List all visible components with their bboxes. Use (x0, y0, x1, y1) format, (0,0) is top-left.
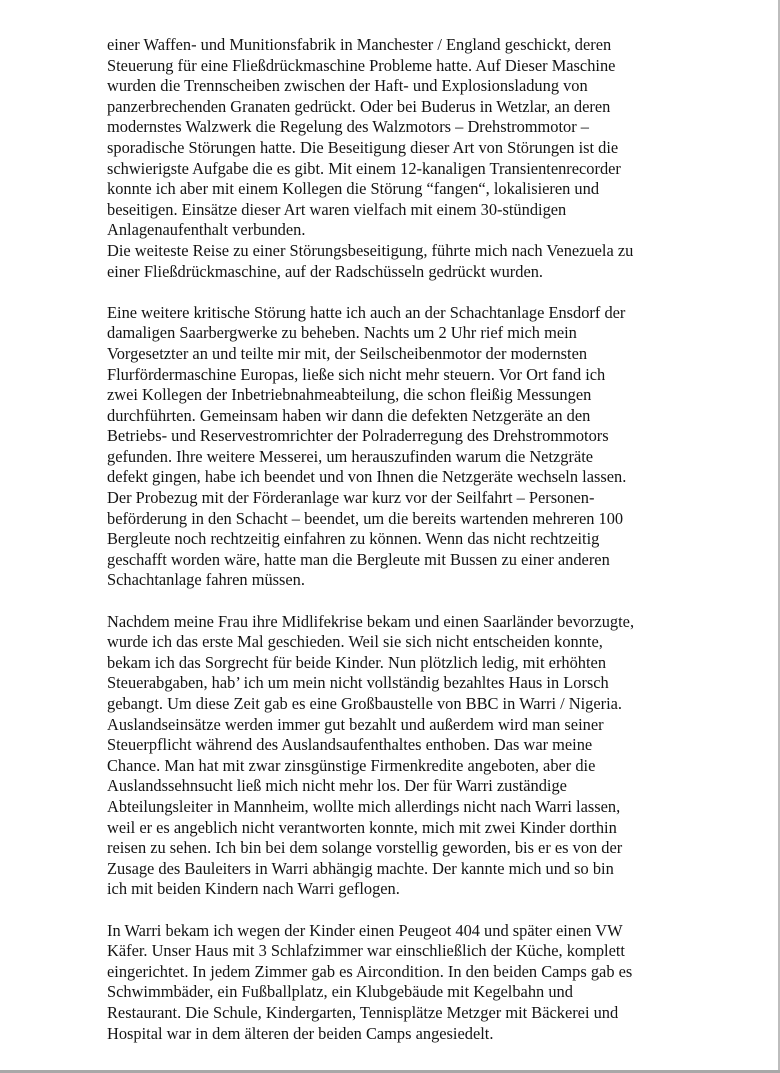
text-line: Vorgesetzter an und teilte mir mit, der Seilscheibenmotor der modernsten (107, 343, 588, 363)
text-line: konnte ich aber mit einem Kollegen die Störung “fangen“, lokalisieren und (107, 179, 600, 199)
text-line: eingerichtet. In jedem Zimmer gab es Aircondition. In den beiden Camps gab es (107, 961, 633, 981)
text-line: ich mit beiden Kindern nach Warri geflogen. (107, 879, 400, 899)
text-line: Hospital war in dem älteren der beiden Camps angesiedelt. (107, 1023, 494, 1043)
text-line: Schachtanlage fahren müssen. (107, 570, 305, 590)
text-line: wurden die Trennscheiben zwischen der Haft- und Explosionsladung von (107, 76, 588, 96)
text-line: gebangt. Um diese Zeit gab es eine Großbaustelle von BBC in Warri / Nigeria. (107, 694, 623, 713)
text-line: Steuerabgaben, hab’ ich um mein nicht vollständig bezahltes Haus in Lorsch (107, 673, 609, 693)
text-line: schwierigste Aufgabe die es gibt. Mit einem 12-kanaligen Transientenrecorder (107, 158, 621, 178)
text-line: Bergleute noch rechtzeitig einfahren zu können. Wenn das nicht rechtzeitig (107, 529, 600, 549)
text-line: beförderung in den Schacht – beendet, um die bereits wartenden mehreren 100 (107, 508, 624, 528)
text-line: In Warri bekam ich wegen der Kinder einen Peugeot 404 und später einen VW (107, 920, 623, 940)
text-line: Auslandseinsätze werden immer gut bezahlt und außerdem wird man seiner (107, 714, 604, 734)
text-line: weil er es angeblich nicht verantworten konnte, mich mit zwei Kinder dorthin (107, 817, 617, 837)
text-line: beseitigen. Einsätze dieser Art waren vielfach mit einem 30-stündigen (107, 199, 567, 219)
text-line: Steuerpflicht während des Auslandsaufenthaltes enthoben. Das war meine (107, 735, 593, 755)
text-line: Restaurant. Die Schule, Kindergarten, Tennisplätze Metzger mit Bäckerei und (107, 1002, 619, 1022)
paragraph-warri-life (107, 921, 707, 1045)
text-line: Käfer. Unser Haus mit 3 Schlafzimmer war einschließlich der Küche, komplett (107, 941, 625, 961)
document-body (107, 35, 707, 1065)
text-line: geschafft worden wäre, hatte man die Bergleute mit Bussen zu einer anderen (107, 549, 610, 569)
paragraph-manchester (107, 35, 707, 282)
text-line: defekt gingen, habe ich beendet und von Ihnen die Netzgeräte wechseln lassen. (107, 467, 627, 487)
text-line: durchführten. Gemeinsam haben wir dann die defekten Netzgeräte an den (107, 405, 591, 425)
text-line: zwei Kollegen der Inbetriebnahmeabteilung, die schon fleißig Messungen (107, 385, 592, 405)
text-line: Anlagenaufenthalt verbunden. (107, 220, 306, 240)
text-line: Die weiteste Reise zu einer Störungsbeseitigung, führte mich nach Venezuela zu (107, 240, 634, 260)
text-line: Nachdem meine Frau ihre Midlifekrise bekam und einen Saarländer bevorzugte, (107, 611, 635, 631)
paragraph-lorsch-warri (107, 612, 707, 900)
text-line: Flurfördermaschine Europas, ließe sich nicht mehr steuern. Vor Ort fand ich (107, 364, 606, 384)
text-line: sporadische Störungen hatte. Die Beseitigung dieser Art von Störungen ist die (107, 137, 619, 157)
text-line: Zusage des Bauleiters in Warri abhängig machte. Der kannte mich und so bin (107, 858, 614, 878)
text-line: Auslandssehnsucht ließ mich nicht mehr los. Der für Warri zuständige (107, 776, 567, 796)
text-line: panzerbrechenden Granaten gedrückt. Oder bei Buderus in Wetzlar, an deren (107, 96, 611, 116)
paragraph-ensdorf (107, 303, 707, 591)
text-line: Chance. Man hat mit zwar zinsgünstige Firmenkredite angeboten, aber die (107, 755, 596, 775)
text-line: Schwimmbäder, ein Fußballplatz, ein Klubgebäude mit Kegelbahn und (107, 982, 573, 1002)
text-line: reisen zu sehen. Ich bin bei dem solange vorstellig geworden, bis er es von der (107, 838, 623, 858)
text-line: modernstes Walzwerk die Regelung des Walzmotors – Drehstrommotor – (107, 117, 589, 137)
text-line: wurde ich das erste Mal geschieden. Weil sie sich nicht entscheiden konnte, (107, 632, 603, 652)
text-line: einer Waffen- und Munitionsfabrik in Manchester / England geschickt, deren (107, 35, 612, 54)
text-line: damaligen Saarbergwerke zu beheben. Nachts um 2 Uhr rief mich mein (107, 323, 577, 343)
text-line: einer Fließdrückmaschine, auf der Radschüsseln gedrückt wurden. (107, 261, 544, 281)
text-line: Steuerung für eine Fließdrückmaschine Probleme hatte. Auf Dieser Maschine (107, 55, 616, 75)
text-line: gefunden. Ihre weitere Messerei, um herauszufinden warum die Netzgräte (107, 446, 594, 466)
text-line: Der Probezug mit der Förderanlage war kurz vor der Seilfahrt – Personen- (107, 488, 595, 508)
text-line: Abteilungsleiter in Mannheim, wollte mich allerdings nicht nach Warri lassen, (107, 796, 621, 816)
text-line: Betriebs- und Reservestromrichter der Polraderregung des Drehstrommotors (107, 426, 609, 446)
text-line: Eine weitere kritische Störung hatte ich auch an der Schachtanlage Ensdorf der (107, 302, 626, 322)
text-line: bekam ich das Sorgrecht für beide Kinder. Nun plötzlich ledig, mit erhöhten (107, 652, 607, 672)
